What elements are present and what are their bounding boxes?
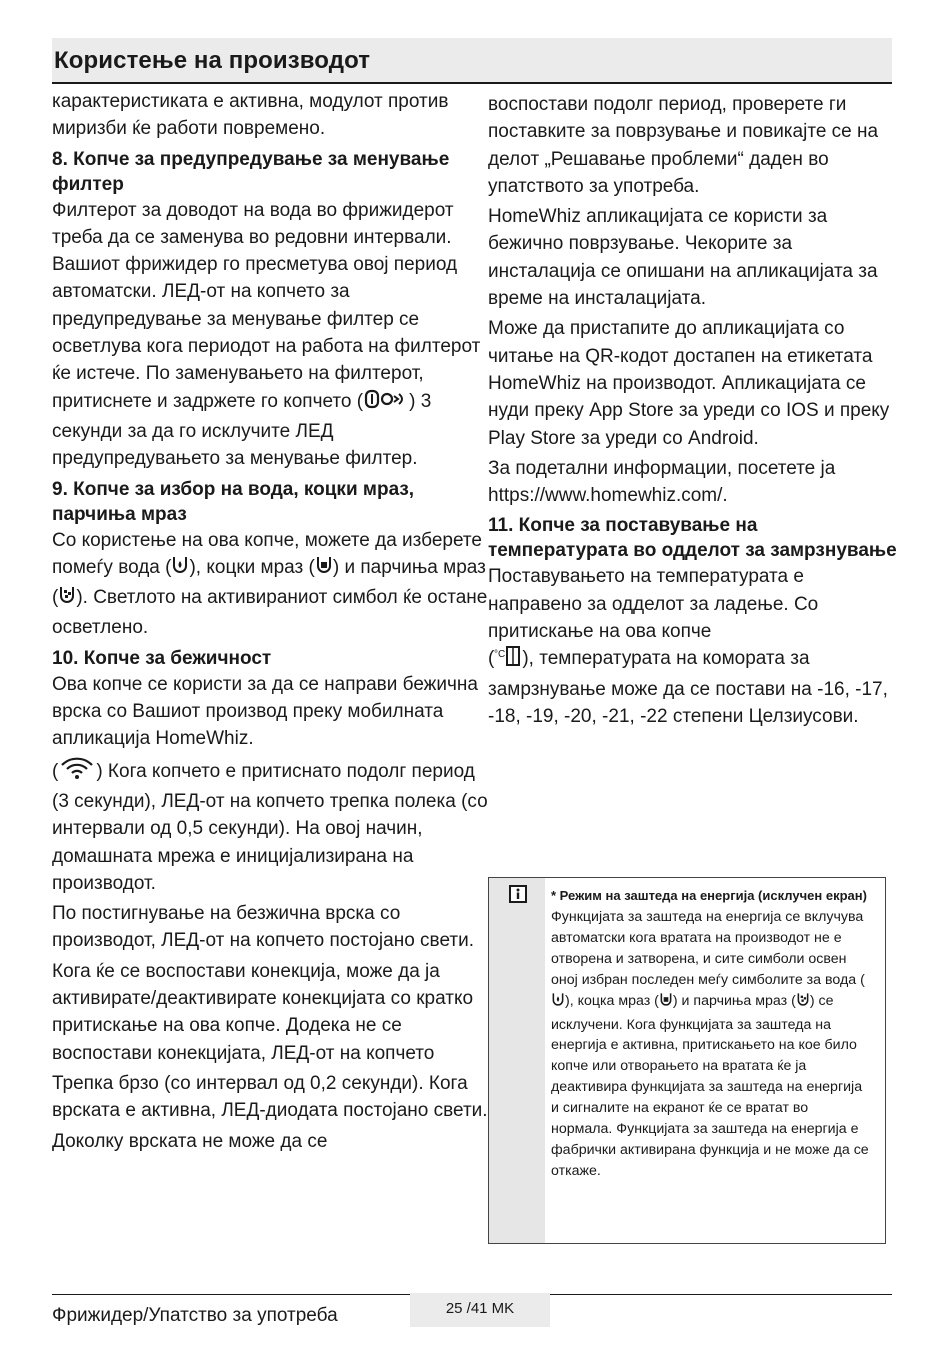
right-column: [488, 91, 898, 733]
section-heading-9: 9. Копче за избор на вода, коцки мраз, парчиња мраз: [52, 478, 415, 525]
paragraph: Поставувањето на температурата е направено за одделот за ладење. Со притискање на ова копче ( °C ), температурата на комората за замрзнување може да се постави на -16, -17, -18, -19, -20, -21, -22 степени Целзиусови.: [488, 566, 888, 727]
paragraph: Доколку врската не може да се: [52, 1130, 328, 1152]
crushed-ice-icon: [796, 991, 810, 1015]
paragraph: ( ) Кога копчето е притиснато подолг период (3 секунди), ЛЕД-от на копчето трепка полека (со интервали од 0,5 секунди). На овој начин, домашната мрежа е иницијализирана на производот.: [52, 756, 492, 897]
freezer-icon: [494, 645, 522, 675]
page-number: 25 /41 MK: [410, 1293, 550, 1327]
ice-cube-icon: [659, 991, 673, 1015]
paragraph: HomeWhiz апликацијата се користи за бежично поврзување. Чекорите за инсталација се опишани на апликацијата за време на инсталацијата.: [488, 206, 878, 310]
note-sidebar: [489, 878, 545, 1243]
section-heading-11: 11. Копче за поставување на температурата во одделот за замрзнување: [488, 515, 897, 562]
paragraph: Ова копче се користи за да се направи бежична врска со Вашиот производ преку мобилната апликација HomeWhiz.: [52, 673, 478, 750]
filter-icon: [363, 388, 409, 418]
wifi-icon: [58, 756, 96, 788]
page-title: Користење на производот: [54, 47, 371, 74]
svg-text:°C: °C: [494, 649, 506, 661]
left-column: [52, 88, 492, 1158]
paragraph: Со користење на ова копче, можете да изберете помеѓу вода ( ), коцки мраз ( ) и парчиња мраз ( ). Светлото на активираниот симбол ќе остане осветлено.: [52, 529, 488, 639]
ice-cube-icon: [315, 554, 333, 584]
paragraph: Кога ќе се воспостави конекција, може да ја активирате/деактивирате конекцијата со кратко притискање на ова копче. Додека не се воспостави конекцијата, ЛЕД-от на копчето: [52, 960, 474, 1064]
page-header: [52, 38, 892, 84]
paragraph: Може да пристапите до апликацијата со читање на QR-кодот достапен на етикетата HomeWhiz на производот. Апликацијата се нуди преку App Store за уреди со IOS и преку Play Store за уреди со Android.: [488, 318, 890, 449]
info-icon: [509, 885, 527, 908]
note-title: * Режим на заштеда на енергија (исклучен екран): [551, 888, 867, 903]
section-heading-8: 8. Копче за предупредување за менување филтер: [52, 148, 450, 195]
footer-title: Фрижидер/Упатство за употреба: [52, 1305, 338, 1326]
water-icon: [171, 554, 189, 584]
note-body: * Режим на заштеда на енергија (исклучен екран) Функцијата за заштеда на енергија се вклучува автоматски кога вратата на производот не е отворена и затворена, и сите симболи освен оној избран последен меѓу симболите за вода (), коцка мраз ( ) и парчиња мраз ( ) се исклучени. Кога функцијата за заштеда на енергија е активна, притискањето на кое било копче или отворањето на вратата ќе ја деактивира функцијата за заштеда на енергија и сигналите на екранот ќе се вратат во нормала. Функцијата за заштеда на енергија е фабрички активирана функција и не може да се откаже.: [551, 888, 873, 1182]
paragraph: За подетални информации, посетете ја https://www.homewhiz.com/.: [488, 457, 836, 507]
paragraph: воспостави подолг период, проверете ги поставките за поврзување и повикајте се на делот „Решавање проблеми“ даден во упатството за употреба.: [488, 94, 879, 197]
paragraph: Трепка брзо (со интервал од 0,2 секунди). Кога врската е активна, ЛЕД-диодата постојано свети.: [52, 1072, 488, 1122]
paragraph: карактеристиката е активна, модулот против миризби ќе работи повремено.: [52, 91, 449, 140]
paragraph: По постигнување на безжична врска со производот, ЛЕД-от на копчето постојано свети.: [52, 903, 474, 952]
paragraph: Филтерот за доводот на вода во фрижидерот треба да се заменува во редовни интервали. Вашиот фрижидер го пресметува овој период автоматски. ЛЕД-от на копчето за предупредување за менување филтер се осветлува кога периодот на работа на филтерот ќе истече. По заменувањето на филтерот, притиснете и задржете го копчето ( ) 3 секунди за да го исклучите ЛЕД предупредувањето за менување филтер.: [52, 199, 481, 470]
section-heading-10: 10. Копче за бежичност: [52, 647, 272, 669]
energy-saving-note: [488, 877, 886, 1244]
water-icon: [551, 991, 565, 1015]
crushed-ice-icon: [58, 584, 76, 614]
